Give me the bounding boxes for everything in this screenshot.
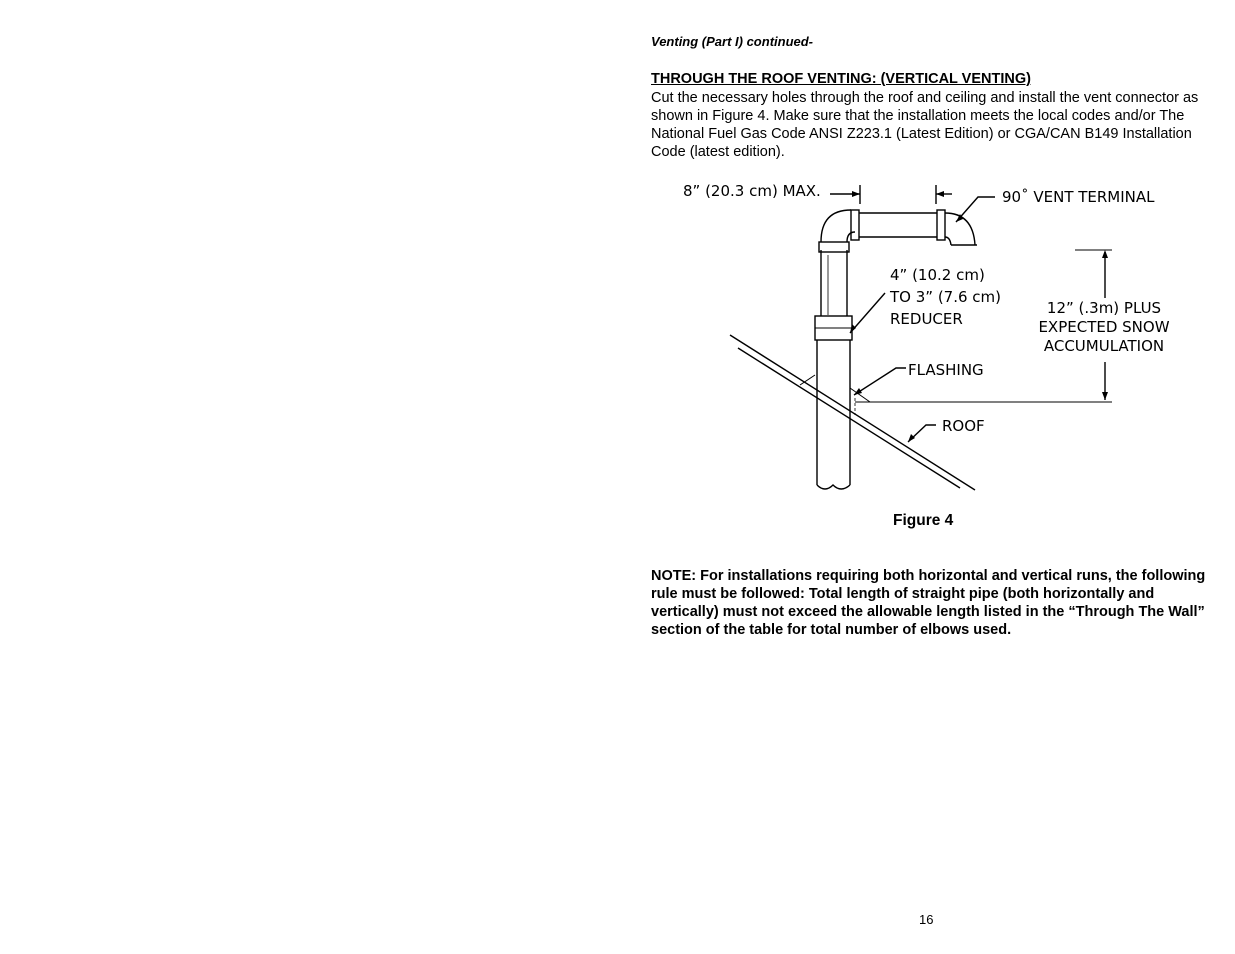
reducer-label-line2: TO 3” (7.6 cm) <box>890 288 1002 306</box>
terminal-inner <box>945 237 951 245</box>
flashing-leader <box>854 368 906 395</box>
vent-diagram-drawing <box>660 170 1180 500</box>
clearance-label-line2: EXPECTED SNOW <box>1038 318 1170 336</box>
flashing-label: FLASHING <box>908 361 984 379</box>
vent-terminal-label: 90˚ VENT TERMINAL <box>1002 188 1155 206</box>
reducer-label-line3: REDUCER <box>890 310 963 328</box>
note-paragraph: NOTE: For installations requiring both horizontal and vertical runs, the following rule must be followed: Total length of straight pipe (both horizontally and vertically) must not exceed the allowable length listed in the “Through The Wall” section of the table for total number of elbows used. <box>651 568 1206 638</box>
clearance-label-line3: ACCUMULATION <box>1043 337 1165 355</box>
reducer-leader <box>850 293 885 333</box>
page-header: Venting (Part I) continued- <box>651 34 814 49</box>
terminal-collar <box>937 210 945 240</box>
body-paragraph: Cut the necessary holes through the roof and ceiling and install the vent connector as shown in Figure 4. Make sure that the installation meets the local codes and/or The National Fuel Gas Code ANSI Z223.1 (Latest Edition) or CGA/CAN B149 Installation Code (latest edition). <box>651 90 1199 160</box>
section-heading: THROUGH THE ROOF VENTING: (VERTICAL VENTING) <box>651 71 1031 87</box>
figure-caption: Figure 4 <box>893 512 954 529</box>
roof-line-upper <box>730 335 975 490</box>
reducer-label-line1: 4” (10.2 cm) <box>890 266 985 284</box>
vent-diagram <box>660 170 1180 500</box>
roof-label: ROOF <box>942 417 985 435</box>
max-distance-label: 8” (20.3 cm) MAX. <box>683 182 821 200</box>
page-number: 16 <box>919 912 934 927</box>
pipe-break <box>817 485 850 489</box>
elbow-collar <box>851 210 859 240</box>
elbow-outer <box>821 210 851 242</box>
coupling <box>819 242 849 252</box>
clearance-label-line1: 12” (.3m) PLUS <box>1046 299 1162 317</box>
